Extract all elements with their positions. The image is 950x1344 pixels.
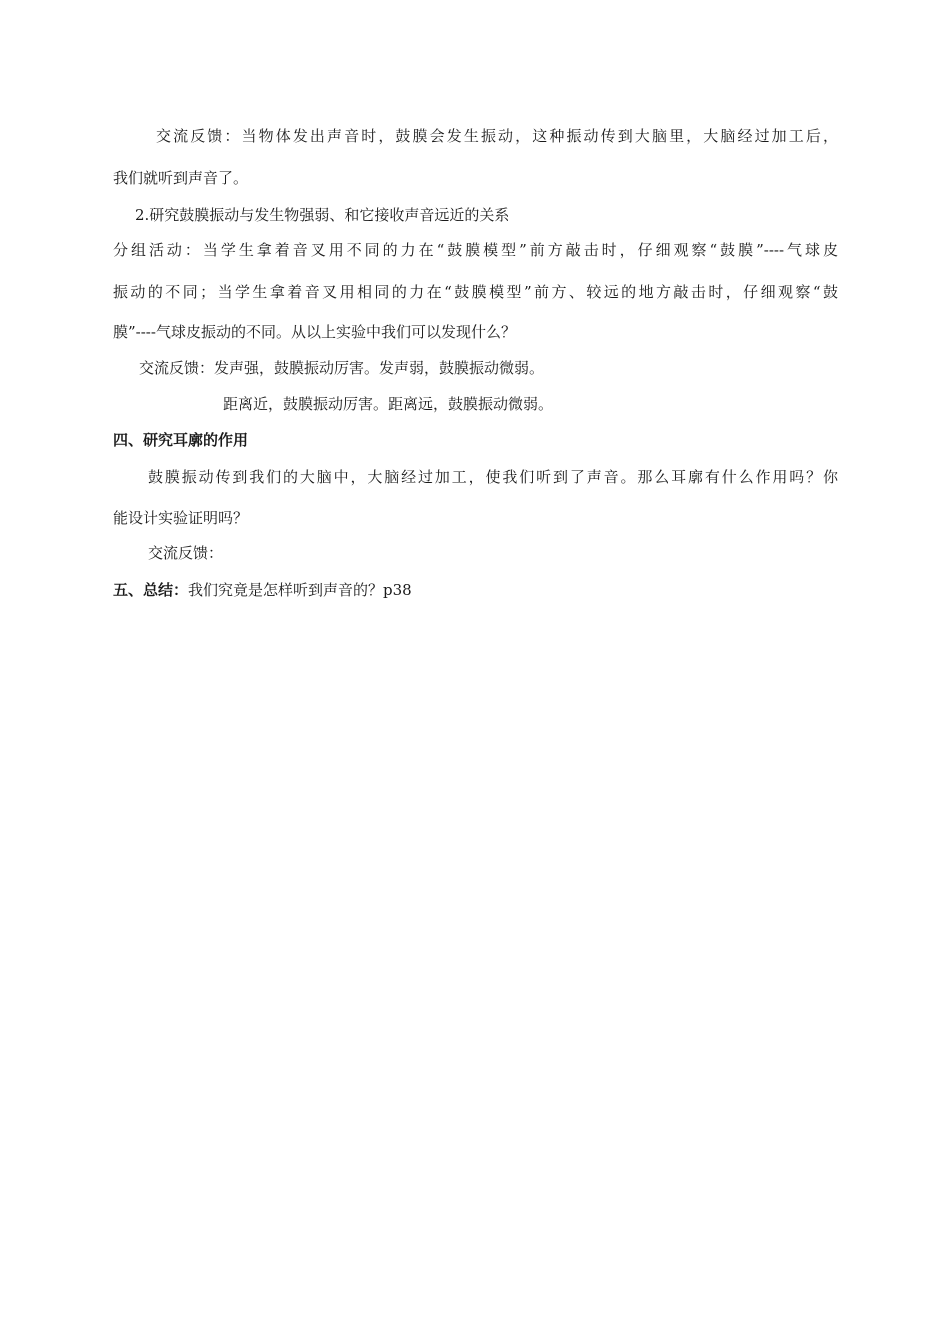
feedback-line: 交流反馈：发声强，鼓膜振动厉害。发声弱，鼓膜振动微弱。 xyxy=(139,359,545,377)
item-heading: 2.研究鼓膜振动与发生物强弱、和它接收声音远近的关系 xyxy=(135,206,510,224)
paragraph-line: 交流反馈：当物体发出声音时，鼓膜会发生振动，这种振动传到大脑里，大脑经过加工后， xyxy=(156,127,838,145)
paragraph-line: 分组活动：当学生拿着音叉用不同的力在“鼓膜模型”前方敲击时，仔细观察“鼓膜”----气球皮 xyxy=(113,241,838,259)
summary-line xyxy=(113,580,412,600)
paragraph-line: 能设计实验证明吗？ xyxy=(113,509,249,527)
section-heading: 四、研究耳廓的作用 xyxy=(113,431,249,449)
paragraph-line: 振动的不同；当学生拿着音叉用相同的力在“鼓膜模型”前方、较远的地方敲击时，仔细观察“鼓 xyxy=(113,283,838,301)
paragraph-line: 鼓膜振动传到我们的大脑中，大脑经过加工，使我们听到了声音。那么耳廓有什么作用吗？你 xyxy=(148,468,838,486)
paragraph-line: 我们就听到声音了。 xyxy=(113,169,249,187)
summary-text: 我们究竟是怎样听到声音的？p38 xyxy=(188,581,412,599)
feedback-line: 距离近，鼓膜振动厉害。距离远，鼓膜振动微弱。 xyxy=(223,395,554,413)
paragraph-line: 膜”----气球皮振动的不同。从以上实验中我们可以发现什么？ xyxy=(113,323,516,341)
section-heading: 五、总结： xyxy=(113,581,189,599)
feedback-line: 交流反馈： xyxy=(148,544,224,562)
